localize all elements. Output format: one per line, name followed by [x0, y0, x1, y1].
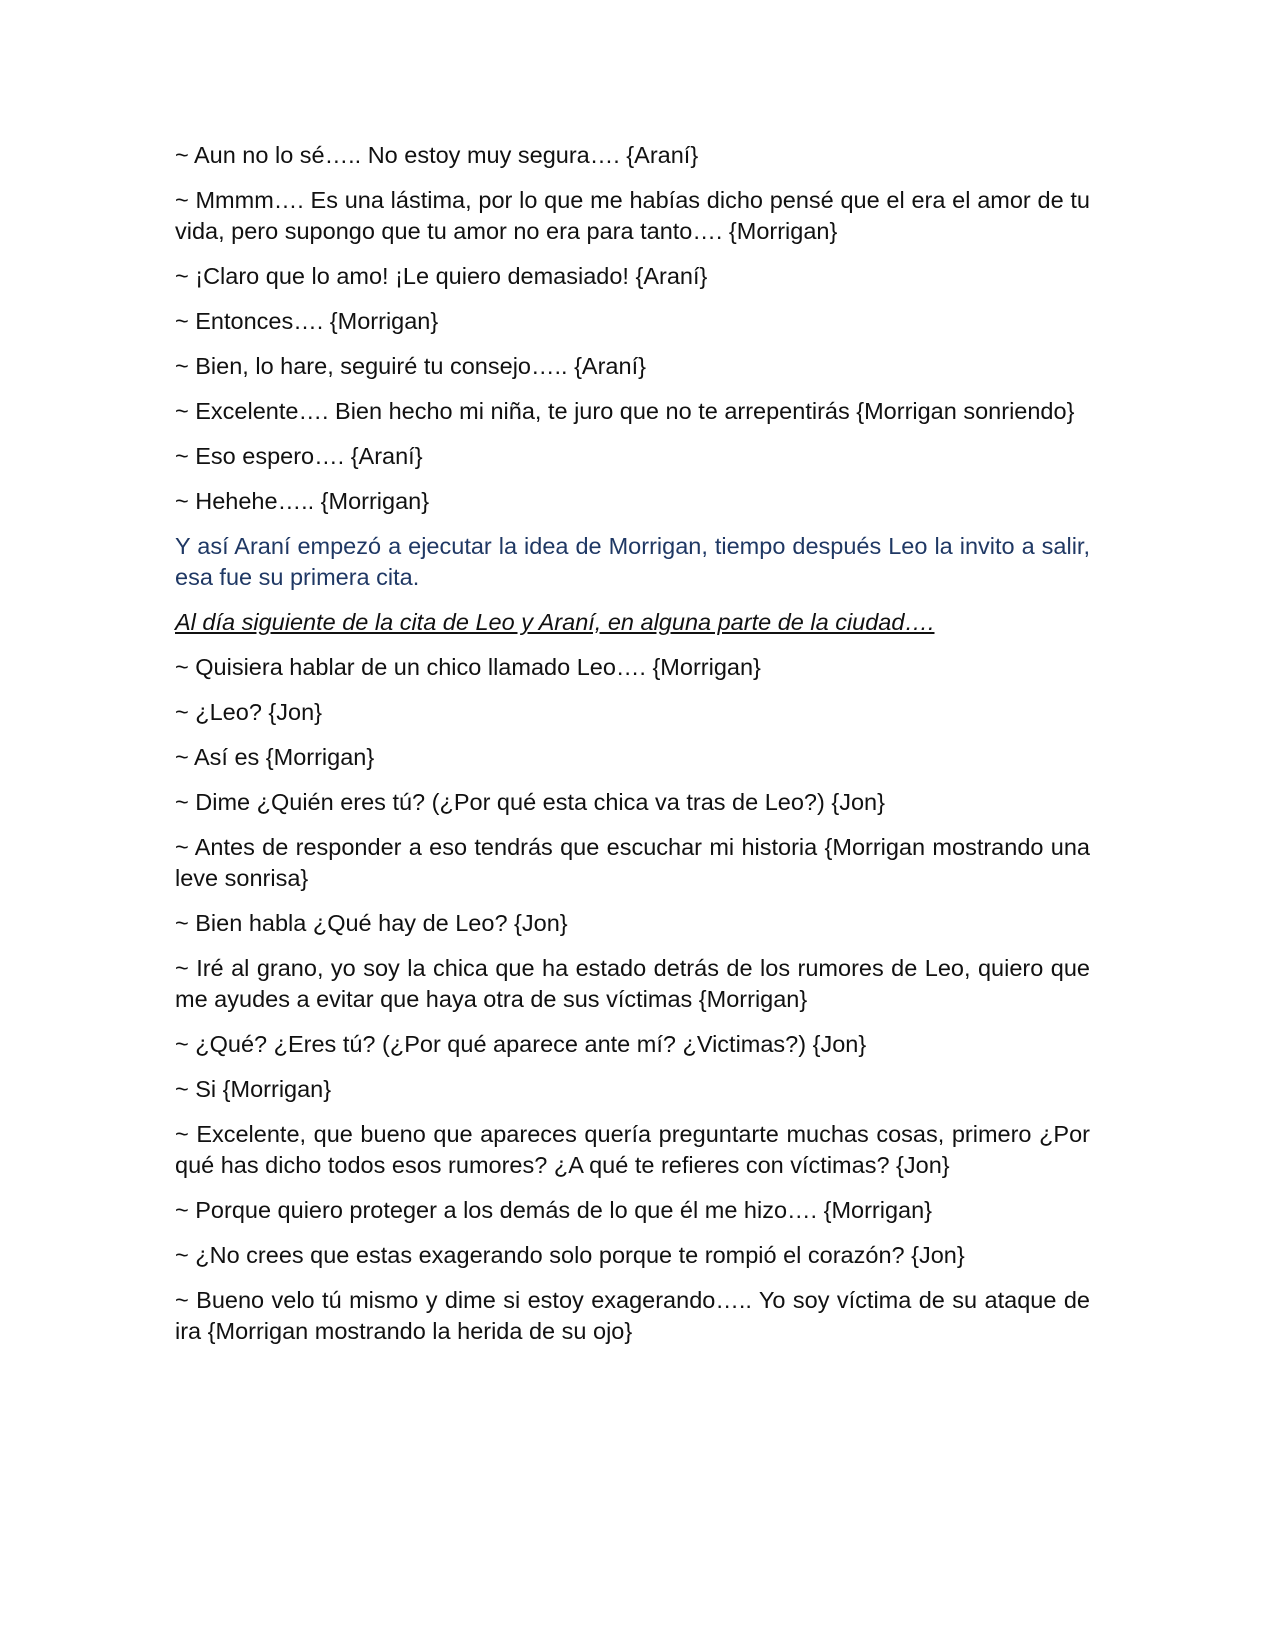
dialogue-line: ~ Porque quiero proteger a los demás de lo que él me hizo…. {Morrigan} [175, 1197, 933, 1223]
dialogue-line: ~ Así es {Morrigan} [175, 744, 375, 770]
dialogue-line: ~ Mmmm…. Es una lástima, por lo que me habías dicho pensé que el era el amor de tu vida, pero supongo que tu amor no era para tanto…. {Morrigan} [175, 187, 1090, 244]
narration-paragraph: Y así Araní empezó a ejecutar la idea de Morrigan, tiempo después Leo la invito a salir, esa fue su primera cita. [175, 533, 1090, 590]
dialogue-line: ~ Hehehe….. {Morrigan} [175, 488, 430, 514]
dialogue-line: ~ Aun no lo sé….. No estoy muy segura…. {Araní} [175, 142, 699, 168]
dialogue-line: ~ Bueno velo tú mismo y dime si estoy exagerando….. Yo soy víctima de su ataque de ira {Morrigan mostrando la herida de su ojo} [175, 1287, 1090, 1344]
scene-heading: Al día siguiente de la cita de Leo y Araní, en alguna parte de la ciudad…. [175, 609, 935, 635]
dialogue-line: ~ Excelente, que bueno que apareces quería preguntarte muchas cosas, primero ¿Por qué has dicho todos esos rumores? ¿A qué te refieres con víctimas? {Jon} [175, 1121, 1090, 1178]
dialogue-line: ~ ¿No crees que estas exagerando solo porque te rompió el corazón? {Jon} [175, 1242, 965, 1268]
document-page [175, 140, 1090, 1361]
dialogue-line: ~ Bien, lo hare, seguiré tu consejo….. {Araní} [175, 353, 646, 379]
dialogue-line: ~ ¡Claro que lo amo! ¡Le quiero demasiado! {Araní} [175, 263, 708, 289]
dialogue-line: ~ Dime ¿Quién eres tú? (¿Por qué esta chica va tras de Leo?) {Jon} [175, 789, 885, 815]
dialogue-line: ~ ¿Qué? ¿Eres tú? (¿Por qué aparece ante mí? ¿Victimas?) {Jon} [175, 1031, 867, 1057]
dialogue-line: ~ Eso espero…. {Araní} [175, 443, 423, 469]
dialogue-line: ~ Entonces…. {Morrigan} [175, 308, 439, 334]
dialogue-line: ~ Bien habla ¿Qué hay de Leo? {Jon} [175, 910, 568, 936]
dialogue-line: ~ Si {Morrigan} [175, 1076, 332, 1102]
dialogue-line: ~ Excelente…. Bien hecho mi niña, te juro que no te arrepentirás {Morrigan sonriendo} [175, 398, 1075, 424]
dialogue-line: ~ Iré al grano, yo soy la chica que ha estado detrás de los rumores de Leo, quiero que me ayudes a evitar que haya otra de sus víctimas {Morrigan} [175, 955, 1090, 1012]
dialogue-line: ~ Antes de responder a eso tendrás que escuchar mi historia {Morrigan mostrando una leve sonrisa} [175, 834, 1090, 891]
dialogue-line: ~ ¿Leo? {Jon} [175, 699, 323, 725]
dialogue-line: ~ Quisiera hablar de un chico llamado Leo…. {Morrigan} [175, 654, 761, 680]
